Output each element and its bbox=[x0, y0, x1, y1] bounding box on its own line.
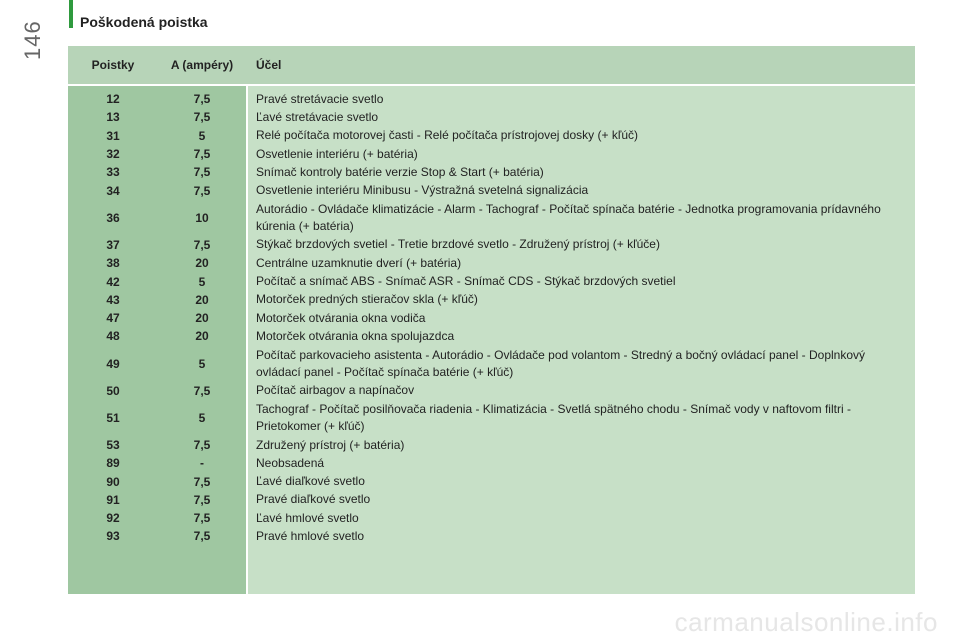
fuse-number: 53 bbox=[106, 438, 120, 452]
purpose-text: Motorček predných stieračov skla (+ kľúč) bbox=[256, 292, 478, 307]
table-row bbox=[68, 382, 915, 400]
purpose-text: Motorček otvárania okna spolujazdca bbox=[256, 328, 455, 343]
fuse-number: 36 bbox=[106, 210, 120, 225]
watermark: carmanualsonline.info bbox=[674, 607, 938, 637]
fuse-number: 37 bbox=[106, 237, 120, 252]
purpose-text: Neobsadená bbox=[256, 455, 325, 470]
purpose-text: Motorček otvárania okna vodiča bbox=[256, 310, 426, 325]
amperage: 20 bbox=[195, 292, 209, 307]
fuse-number: 92 bbox=[106, 511, 120, 526]
table-row bbox=[68, 527, 915, 545]
fuse-number: 91 bbox=[106, 492, 120, 507]
purpose-text: Združený prístroj (+ batéria) bbox=[256, 437, 405, 452]
fuse-number: 93 bbox=[106, 529, 120, 544]
table-rows bbox=[68, 90, 915, 546]
amperage: 5 bbox=[198, 274, 206, 289]
table-row bbox=[68, 509, 915, 527]
fuse-number: 33 bbox=[106, 165, 120, 180]
table-row bbox=[68, 309, 915, 327]
amperage: 7,5 bbox=[193, 474, 211, 489]
page-number: 146 bbox=[20, 20, 45, 60]
amperage: 7,5 bbox=[193, 147, 211, 162]
amperage: 5 bbox=[198, 356, 206, 371]
amperage: - bbox=[200, 456, 204, 471]
purpose-text: Ľavé stretávacie svetlo bbox=[256, 109, 379, 124]
amperage: 7,5 bbox=[193, 165, 211, 180]
amperage: 7,5 bbox=[193, 183, 211, 198]
table-row bbox=[68, 145, 915, 163]
amperage: 7,5 bbox=[193, 92, 211, 107]
amperage: 7,5 bbox=[193, 383, 211, 398]
table-row bbox=[68, 163, 915, 181]
header-amp: A (ampéry) bbox=[170, 58, 234, 72]
purpose-text: Centrálne uzamknutie dverí (+ batéria) bbox=[256, 255, 462, 270]
purpose-text: Počítač airbagov a napínačov bbox=[256, 383, 415, 398]
table-row bbox=[68, 291, 915, 309]
amperage: 7,5 bbox=[193, 438, 211, 452]
table-row bbox=[68, 127, 915, 145]
section-title: Poškodená poistka bbox=[80, 14, 208, 30]
header-fuse: Poistky bbox=[91, 58, 135, 72]
fuse-number: 38 bbox=[106, 256, 120, 271]
table-row bbox=[68, 472, 915, 490]
fuse-table bbox=[68, 46, 915, 594]
purpose-text: Autorádio - Ovládače klimatizácie - Alarm - Tachograf - Počítač spínača batérie - Jednotka programovania prídavného kúrenia (+ batéria) bbox=[256, 201, 881, 233]
purpose-text: Relé počítača motorovej časti - Relé počítača prístrojovej dosky (+ kľúč) bbox=[256, 128, 638, 143]
fuse-number: 48 bbox=[106, 329, 120, 344]
table-row bbox=[68, 327, 915, 345]
section-accent-bar bbox=[69, 0, 73, 28]
table-row bbox=[68, 236, 915, 254]
purpose-text: Počítač parkovacieho asistenta - Autorádio - Ovládače pod volantom - Stredný a bočný ovládací panel - Doplnkový ovládací panel - Počítač spínača batérie (+ kľúč) bbox=[256, 347, 866, 379]
purpose-text: Pravé hmlové svetlo bbox=[256, 528, 365, 543]
fuse-number: 42 bbox=[106, 274, 120, 289]
table-row bbox=[68, 272, 915, 290]
table-row bbox=[68, 400, 915, 436]
table-header bbox=[68, 46, 915, 84]
purpose-text: Osvetlenie interiéru Minibusu - Výstražná svetelná signalizácia bbox=[256, 183, 589, 198]
table-row bbox=[68, 491, 915, 509]
purpose-text: Ľavé hmlové svetlo bbox=[256, 510, 359, 525]
fuse-number: 31 bbox=[106, 128, 120, 143]
table-row bbox=[68, 200, 915, 236]
table-row bbox=[68, 254, 915, 272]
amperage: 20 bbox=[195, 329, 209, 344]
purpose-text: Pravé diaľkové svetlo bbox=[256, 492, 371, 507]
amperage: 5 bbox=[198, 128, 206, 143]
purpose-text: Počítač a snímač ABS - Snímač ASR - Snímač CDS - Stýkač brzdových svetiel bbox=[256, 274, 676, 289]
fuse-number: 89 bbox=[106, 456, 120, 471]
fuse-number: 49 bbox=[106, 356, 120, 371]
purpose-text: Snímač kontroly batérie verzie Stop & Start (+ batéria) bbox=[256, 164, 544, 179]
amperage: 7,5 bbox=[193, 110, 211, 125]
amperage: 10 bbox=[195, 210, 209, 225]
purpose-text: Stýkač brzdových svetiel - Tretie brzdové svetlo - Združený prístroj (+ kľúče) bbox=[256, 237, 660, 252]
amperage: 7,5 bbox=[193, 237, 211, 252]
table-row bbox=[68, 181, 915, 199]
fuse-number: 32 bbox=[106, 147, 120, 162]
amperage: 7,5 bbox=[193, 529, 211, 544]
amperage: 20 bbox=[195, 256, 209, 271]
purpose-text: Tachograf - Počítač posilňovača riadenia - Klimatizácia - Svetlá spätného chodu - Snímač vody v naftovom filtri - Prietokomer (+ kľúč) bbox=[256, 401, 851, 433]
fuse-number: 43 bbox=[106, 292, 120, 307]
table-row bbox=[68, 108, 915, 126]
purpose-text: Pravé stretávacie svetlo bbox=[256, 91, 384, 106]
fuse-number: 50 bbox=[106, 383, 120, 398]
table-row bbox=[68, 436, 915, 454]
table-row bbox=[68, 90, 915, 108]
fuse-number: 34 bbox=[106, 183, 120, 198]
amperage: 7,5 bbox=[193, 492, 211, 507]
table-row bbox=[68, 454, 915, 472]
fuse-number: 13 bbox=[106, 110, 120, 125]
purpose-text: Osvetlenie interiéru (+ batéria) bbox=[256, 146, 418, 161]
amperage: 7,5 bbox=[193, 511, 211, 526]
fuse-number: 12 bbox=[106, 92, 120, 107]
amperage: 20 bbox=[195, 311, 209, 326]
purpose-text: Ľavé diaľkové svetlo bbox=[256, 474, 365, 489]
fuse-number: 47 bbox=[106, 311, 120, 326]
fuse-number: 51 bbox=[106, 410, 120, 425]
amperage: 5 bbox=[198, 410, 206, 425]
table-row bbox=[68, 346, 915, 382]
fuse-number: 90 bbox=[106, 474, 120, 489]
header-purpose: Účel bbox=[256, 58, 282, 72]
